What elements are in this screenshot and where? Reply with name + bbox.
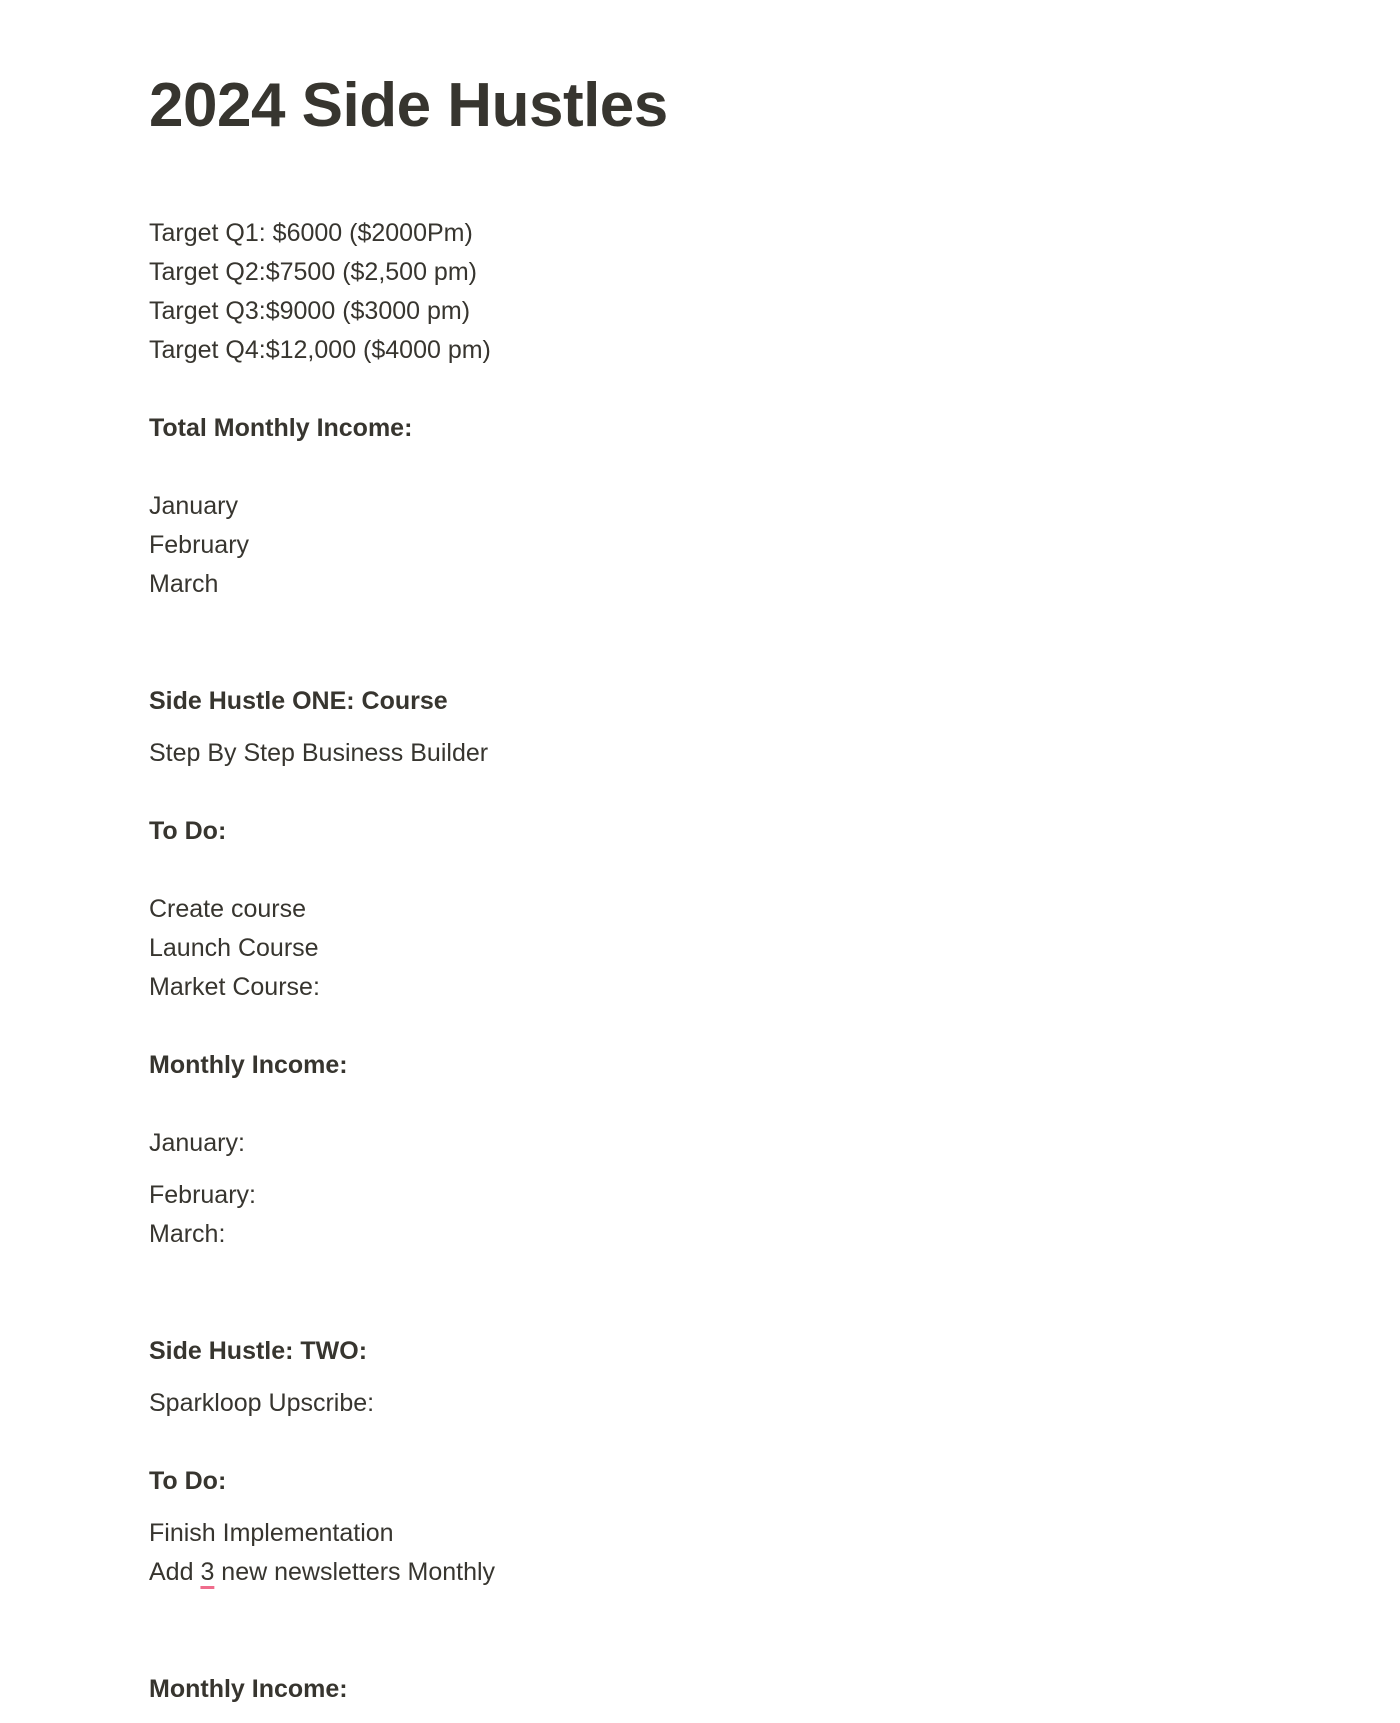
hustle-one-income-heading[interactable]: Monthly Income:	[149, 1051, 348, 1079]
hustle-one-month-january[interactable]: January:	[149, 1129, 245, 1157]
hustle-one-todo-item[interactable]: Launch Course	[149, 934, 319, 962]
total-month-march[interactable]: March	[149, 570, 219, 598]
hustle-one-month-february[interactable]: February:	[149, 1181, 256, 1209]
todo-text-start: Add	[149, 1558, 194, 1586]
target-q3[interactable]: Target Q3:$9000 ($3000 pm)	[149, 297, 471, 325]
spellcheck-marked-word: 3	[200, 1558, 215, 1586]
page-title[interactable]: 2024 Side Hustles	[149, 71, 668, 140]
target-q1[interactable]: Target Q1: $6000 ($2000Pm)	[149, 219, 473, 247]
todo-text-end: new newsletters Monthly	[221, 1558, 496, 1586]
side-hustle-two-name[interactable]: Sparkloop Upscribe:	[149, 1389, 375, 1417]
target-q2[interactable]: Target Q2:$7500 ($2,500 pm)	[149, 258, 477, 286]
hustle-one-todo-heading[interactable]: To Do:	[149, 817, 227, 845]
total-monthly-income-heading[interactable]: Total Monthly Income:	[149, 414, 413, 442]
total-month-january[interactable]: January	[149, 492, 238, 520]
hustle-one-month-march[interactable]: March:	[149, 1220, 226, 1248]
side-hustle-two-heading[interactable]: Side Hustle: TWO:	[149, 1337, 368, 1365]
total-month-february[interactable]: February	[149, 531, 250, 559]
hustle-two-todo-item[interactable]	[149, 1555, 495, 1589]
hustle-two-todo-heading[interactable]: To Do:	[149, 1467, 227, 1495]
hustle-two-todo-item[interactable]: Finish Implementation	[149, 1519, 394, 1547]
hustle-one-todo-item[interactable]: Create course	[149, 895, 307, 923]
side-hustle-one-heading[interactable]: Side Hustle ONE: Course	[149, 687, 448, 715]
side-hustle-one-name[interactable]: Step By Step Business Builder	[149, 739, 489, 767]
hustle-two-income-heading[interactable]: Monthly Income:	[149, 1675, 348, 1703]
hustle-one-todo-item[interactable]: Market Course:	[149, 973, 320, 1001]
target-q4[interactable]: Target Q4:$12,000 ($4000 pm)	[149, 336, 491, 364]
